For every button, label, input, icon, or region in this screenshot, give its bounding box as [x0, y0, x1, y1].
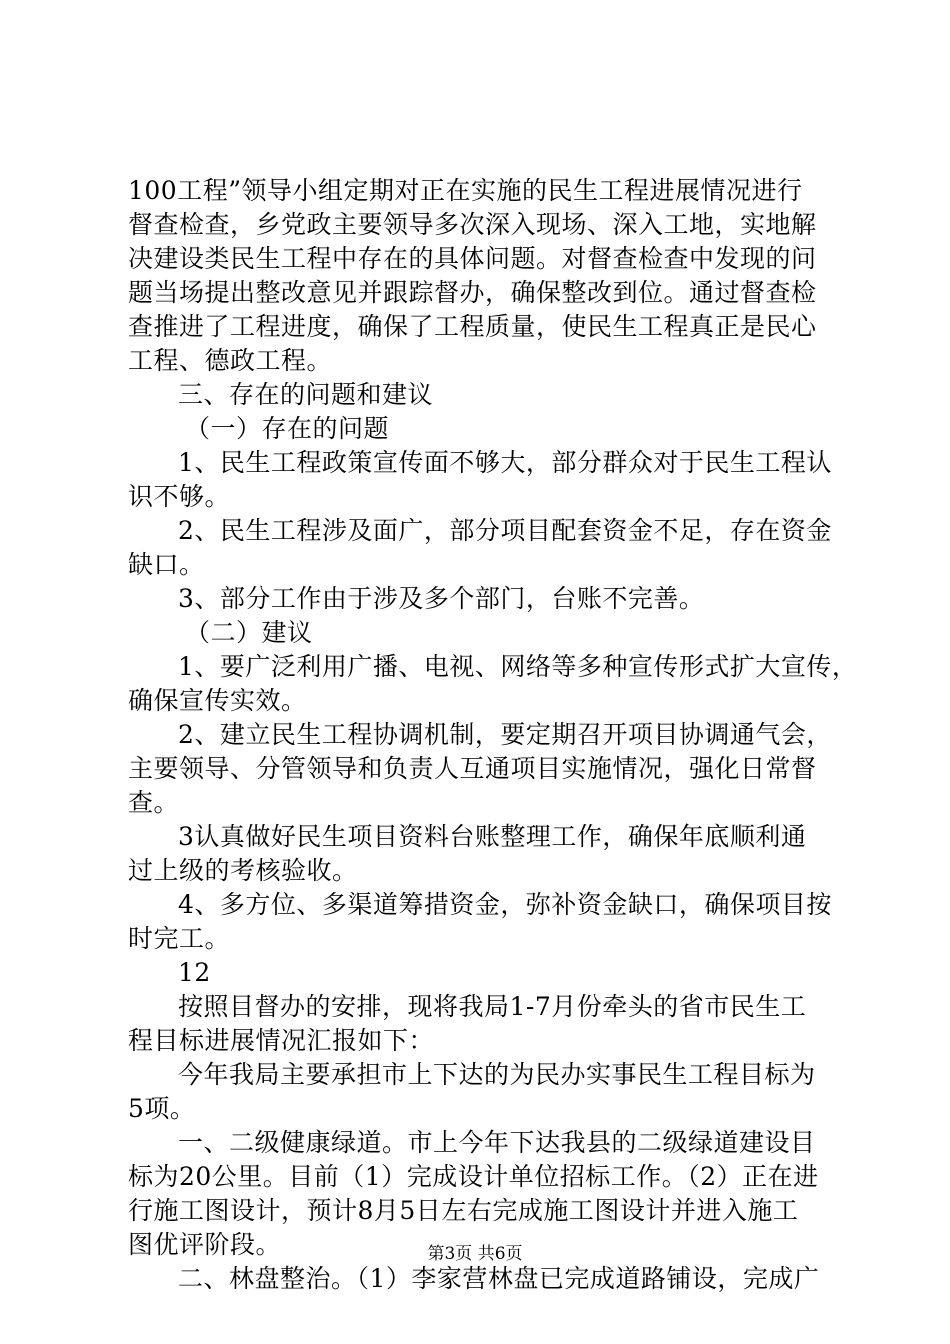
- page-footer: [0, 1242, 950, 1266]
- text-line: 查推进了工程进度，确保了工程质量，使民生工程真正是民心: [128, 312, 817, 341]
- document-body: [128, 174, 858, 1296]
- text-line: 过上级的考核验收。: [128, 856, 358, 885]
- text-line: 查。: [128, 788, 180, 817]
- text-line: （二）建议: [185, 618, 313, 647]
- text-line: 三、存在的问题和建议: [178, 380, 434, 409]
- text-line: 行施工图设计，预计8月5日左右完成施工图设计并进入施工: [128, 1196, 799, 1225]
- text-line: 决建设类民生工程中存在的具体问题。对督查检查中发现的问: [128, 244, 817, 273]
- text-line: 5项。: [128, 1094, 196, 1123]
- text-line: 程目标进展情况汇报如下：: [128, 1026, 435, 1055]
- text-line: 确保宣传实效。: [128, 686, 307, 715]
- text-line: 图优评阶段。: [128, 1230, 282, 1259]
- text-line: 按照目督办的安排，现将我局1-7月份牵头的省市民生工: [178, 992, 807, 1021]
- text-line: （一）存在的问题: [185, 414, 390, 443]
- text-line: 2、民生工程涉及面广，部分项目配套资金不足，存在资金: [178, 516, 832, 545]
- text-line: 识不够。: [128, 482, 231, 511]
- text-line: 3认真做好民生项目资料台账整理工作，确保年底顺利通: [178, 822, 807, 851]
- text-line: 12: [178, 958, 211, 987]
- text-line: 3、部分工作由于涉及多个部门，台账不完善。: [178, 584, 705, 613]
- text-line: 督查检查，乡党政主要领导多次深入现场、深入工地，实地解: [128, 210, 817, 239]
- text-line: 时完工。: [128, 924, 231, 953]
- text-line: 今年我局主要承担市上下达的为民办实事民生工程目标为: [178, 1060, 816, 1089]
- text-line: 100工程”领导小组定期对正在实施的民生工程进展情况进行: [128, 176, 803, 205]
- text-line: 1、要广泛利用广播、电视、网络等多种宣传形式扩大宣传，: [178, 652, 858, 681]
- text-line: 工程、德政工程。: [128, 346, 333, 375]
- text-line: 1、民生工程政策宣传面不够大，部分群众对于民生工程认: [178, 448, 832, 477]
- text-line: 题当场提出整改意见并跟踪督办，确保整改到位。通过督查检: [128, 278, 817, 307]
- text-line: 主要领导、分管领导和负责人互通项目实施情况，强化日常督: [128, 754, 817, 783]
- text-line: 标为20公里。目前（1）完成设计单位招标工作。（2）正在进: [128, 1162, 819, 1191]
- text-line: 缺口。: [128, 550, 205, 579]
- page-number-label: 第3页 共6页: [427, 1244, 523, 1264]
- text-line: 一、二级健康绿道。市上今年下达我县的二级绿道建设目: [178, 1128, 816, 1157]
- text-line: 4、多方位、多渠道筹措资金，弥补资金缺口，确保项目按: [178, 890, 832, 919]
- text-line: 二、林盘整治。（1）李家营林盘已完成道路铺设，完成广: [178, 1264, 820, 1293]
- text-line: 2、建立民生工程协调机制，要定期召开项目协调通气会，: [178, 720, 832, 749]
